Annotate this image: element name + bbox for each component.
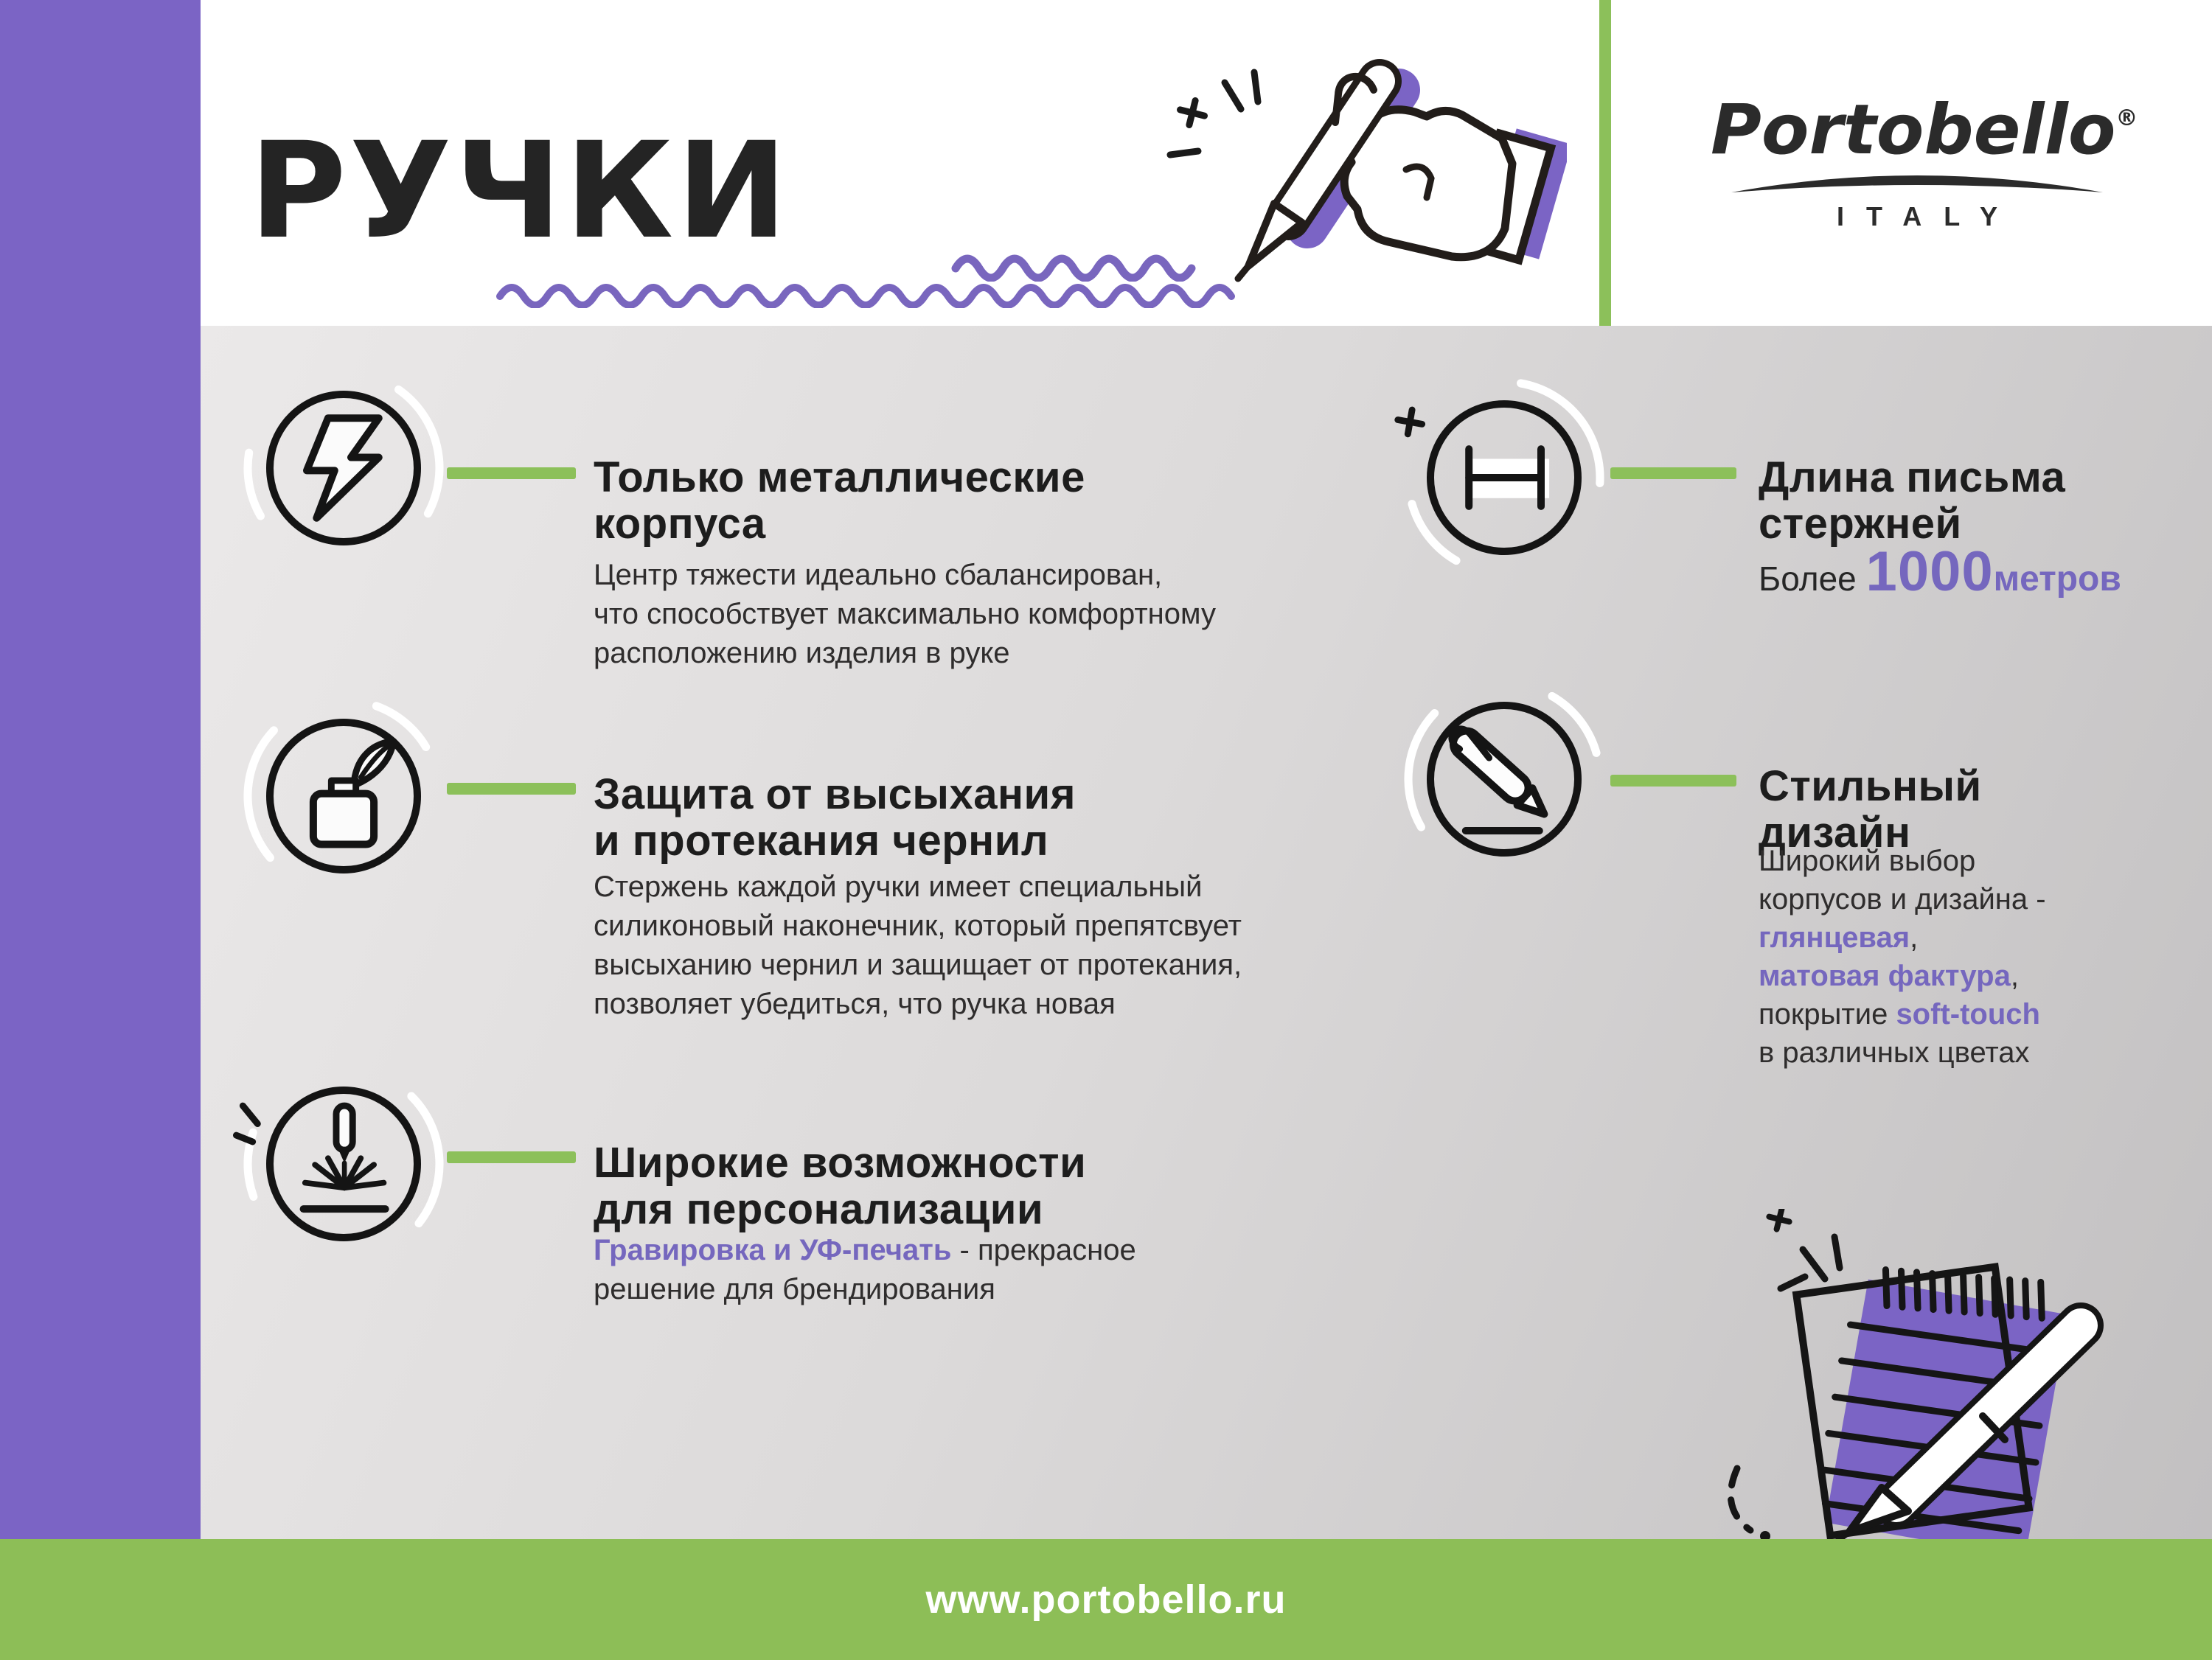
connector-bar [1610, 775, 1736, 787]
feature-title-line: для персонализации [594, 1185, 1044, 1233]
body-line: решение для брендирования [594, 1273, 995, 1305]
body-text: , [2010, 960, 2019, 992]
laser-engraving-icon [233, 1053, 454, 1274]
feature-title-line: Широкие возможности [594, 1139, 1087, 1187]
stat-suffix: метров [1993, 559, 2121, 599]
brand-country: ITALY [1836, 200, 2020, 231]
feature-title-line: стержней [1759, 500, 1962, 548]
connector-bar [447, 1151, 576, 1163]
feature-title-line: и протекания чернил [594, 817, 1049, 865]
feature-title-metal [594, 454, 1085, 547]
body-line [1759, 918, 2046, 957]
body-line [1759, 995, 2046, 1033]
stat-value: 1000 [1865, 540, 1994, 603]
brand-name-text: Portobello [1711, 90, 2116, 170]
body-line: в различных цветах [1759, 1036, 2030, 1069]
sparkle-marks [1170, 72, 1258, 155]
body-line: позволяет убедиться, что ручка новая [594, 988, 1116, 1020]
body-text: , [1910, 921, 1919, 954]
metal-body-icon [233, 358, 454, 579]
writing-length-stat [1759, 540, 2121, 617]
website-url: www.portobello.ru [925, 1577, 1287, 1622]
body-line: корпусов и дизайна - [1759, 883, 2046, 916]
registered-trademark-icon: ® [2115, 105, 2138, 131]
feature-title-line: дизайн [1759, 809, 1911, 857]
feature-title-ink [594, 771, 1076, 864]
body-line: силиконовый наконечник, который препятсвует [594, 910, 1242, 942]
left-accent-stripe [0, 0, 201, 1539]
stat-prefix: Более [1759, 559, 1866, 598]
body-line: Широкий выбор [1759, 845, 1976, 877]
feature-body-personalization [594, 1231, 1136, 1309]
sparkle-marks [1767, 1209, 1840, 1288]
header-green-divider [1599, 0, 1611, 326]
page-title: РУЧКИ [249, 114, 790, 268]
body-line: высыханию чернил и защищает от протекания, [594, 949, 1242, 981]
brand-logo [1711, 90, 2138, 232]
feature-title-line: Только металлические [594, 453, 1085, 501]
notepad-with-pen-illustration [1718, 1209, 2160, 1541]
accent-text: Гравировка и УФ-печать [594, 1234, 952, 1266]
feature-title-length [1759, 454, 2065, 547]
brand-name [1711, 90, 2138, 170]
feature-body-design [1759, 842, 2046, 1072]
refill-length-icon [1394, 367, 1615, 588]
hand-writing-pen-illustration [1154, 52, 1567, 328]
ink-drying-protection-icon [233, 686, 454, 907]
connector-bar [1610, 467, 1736, 479]
stylish-pen-icon [1394, 669, 1615, 890]
feature-title-line: Длина письма [1759, 453, 2066, 501]
body-line: Стержень каждой ручки имеет специальный [594, 871, 1203, 903]
feature-title-line: корпуса [594, 500, 766, 548]
footer-bar [0, 1539, 2212, 1660]
feature-title-line: Защита от высыхания [594, 770, 1076, 818]
accent-text: матовая фактура [1759, 960, 2011, 992]
feature-body-metal [594, 556, 1216, 673]
body-line: Центр тяжести идеально сбалансирован, [594, 559, 1163, 591]
accent-text: глянцевая [1759, 921, 1910, 954]
feature-title-line: Стильный [1759, 762, 1982, 810]
body-line [1759, 957, 2046, 995]
brand-swoosh-icon [1725, 167, 2109, 200]
accent-text: soft-touch [1896, 998, 2040, 1030]
feature-title-personalization [594, 1140, 1086, 1232]
feature-body-ink [594, 868, 1242, 1024]
body-line [594, 1231, 1136, 1270]
body-text: - прекрасное [951, 1234, 1136, 1266]
connector-bar [447, 467, 576, 479]
connector-bar [447, 783, 576, 795]
body-line: что способствует максимально комфортному [594, 598, 1216, 630]
body-line: расположению изделия в руке [594, 637, 1010, 669]
body-text: покрытие [1759, 998, 1896, 1030]
